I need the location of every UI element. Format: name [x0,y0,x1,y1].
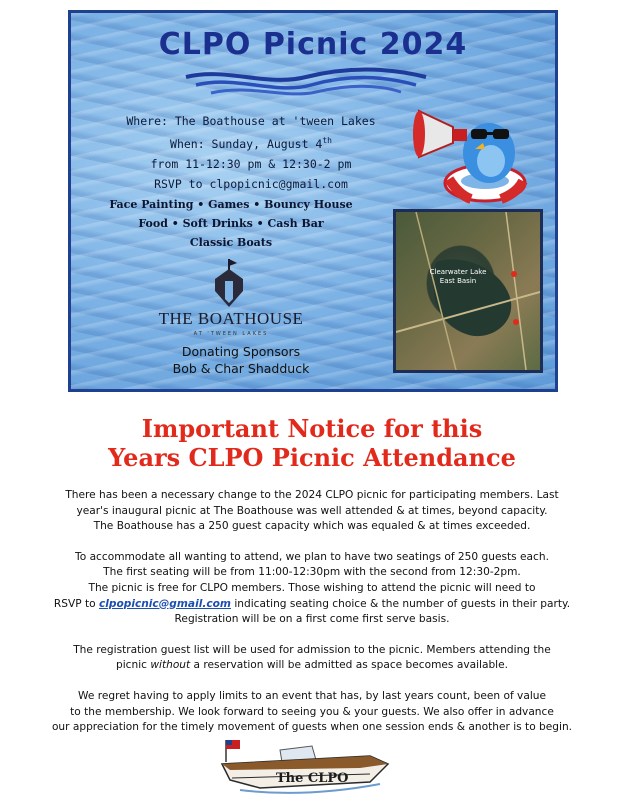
boathouse-logo-name: THE BOATHOUSE [158,309,304,328]
boat-name: The CLPO [276,771,349,786]
notice-heading: Important Notice for this Years CLPO Picnic Attendance [108,414,516,472]
activity-line: Face Painting • Games • Bouncy House [109,198,353,211]
event-times: from 11-12:30 pm & 12:30-2 pm [150,156,352,171]
rsvp-email-link[interactable]: clpopicnic@gmail.com [98,597,231,610]
event-rsvp: RSVP to clpopicnic@gmail.com [154,176,348,191]
waves-icon [181,65,431,99]
paragraph-registration: The registration guest list will be used for admission to the picnic. Members attending the picnic without a reservation will be admitted as space becomes available. [73,643,551,672]
clpo-boat-icon [220,738,390,798]
boathouse-logo-icon [211,257,247,309]
picnic-flyer [68,10,558,392]
map-label: Clearwater Lake East Basin [429,268,487,285]
paragraph-change: There has been a necessary change to the 2024 CLPO picnic for participating members. Last year's inaugural picnic at The Boathouse was well attended & at times, beyond capacity. The Boathouse has a 250 guest capacity which was equaled & at times exceeded. [65,489,559,533]
megaphone-bird-mascot-icon [409,91,529,209]
event-location: Where: The Boathouse at 'tween Lakes [126,114,376,128]
notice-body [10,488,614,751]
activities-list [91,195,371,252]
boathouse-logo-tagline: AT 'TWEEN LAKES [193,331,269,337]
donating-sponsors [111,343,371,377]
flyer-title: CLPO Picnic 2024 [158,27,468,62]
lake-map-icon [396,212,540,370]
lake-map [393,209,543,373]
sponsors-names: Bob & Char Shadduck [172,361,310,376]
activity-line: Classic Boats [189,236,273,249]
paragraph-seatings: To accommodate all wanting to attend, we plan to have two seatings of 250 guests each. The first seating will be from 11:00-12:30pm with the second from 12:30-2pm. The picnic is free for CLPO members. Those wishing to attend the picnic will need to RSVP to clpopicnic@gmail.com indicating seating choice & the number of guests in their party. Registration will be on a first come first serve basis. [53,550,571,626]
sponsors-heading: Donating Sponsors [181,344,301,359]
paragraph-regret: We regret having to apply limits to an event that has, by last years count, been of value to the membership. We look forward to seeing you & your guests. We also offer in advance our appreciation for the timely movement of guests when one session ends & another is to begin. [51,689,573,734]
activity-line: Food • Soft Drinks • Cash Bar [138,217,324,230]
event-date: When: Sunday, August 4th [170,136,332,151]
event-details [101,111,401,194]
